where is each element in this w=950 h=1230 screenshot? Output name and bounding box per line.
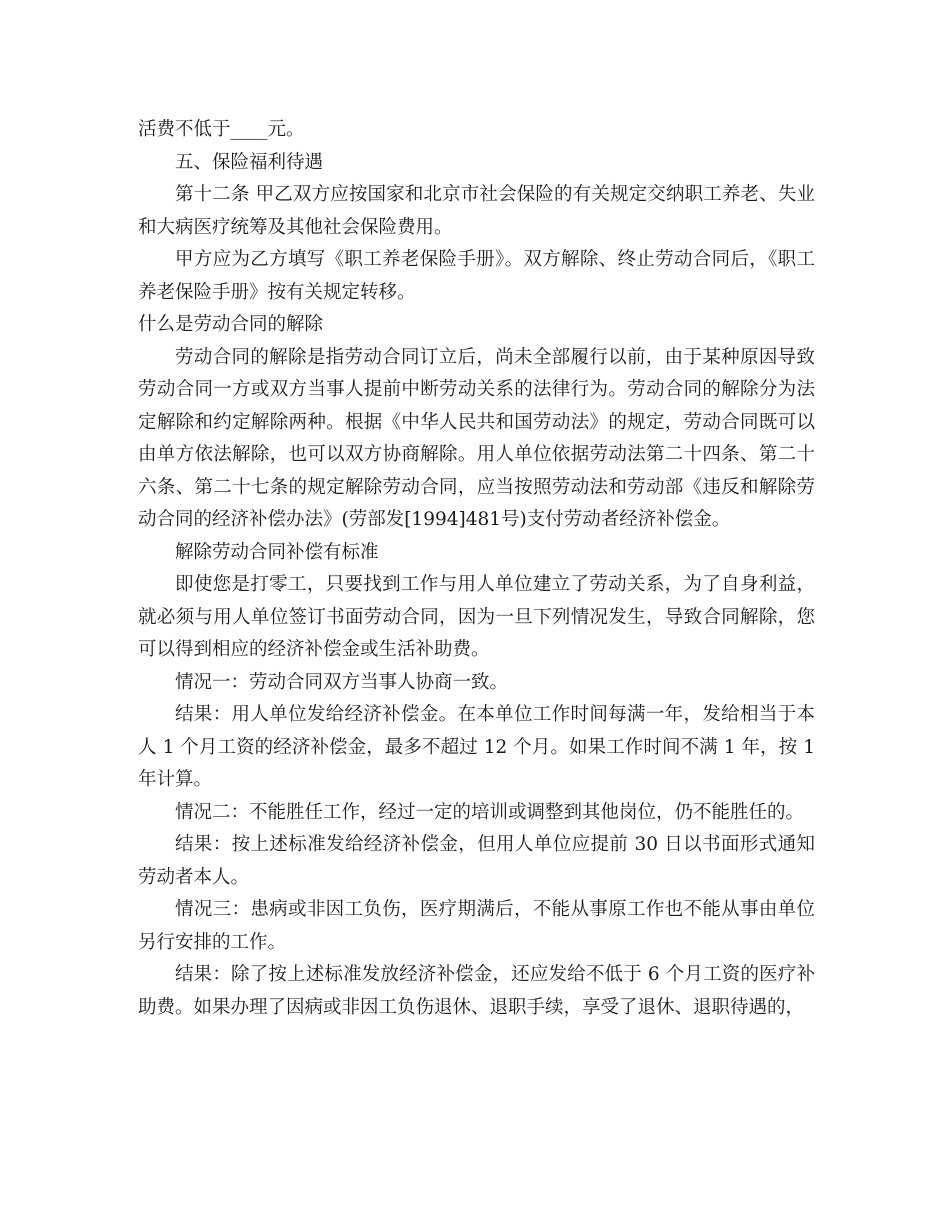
paragraph-case-three: 情况三：患病或非因工负伤，医疗期满后，不能从事原工作也不能从事由单位另行安排的工作。 [138, 899, 815, 953]
paragraph-pension-handbook: 甲方应为乙方填写《职工养老保险手册》。双方解除、终止劳动合同后，《职工养老保险手册》按有关规定转移。 [138, 249, 815, 303]
heading-compensation-standard: 解除劳动合同补偿有标准 [175, 541, 379, 563]
document-body [138, 114, 815, 1024]
paragraph-case-two: 情况二：不能胜任工作，经过一定的培训或调整到其他岗位，仍不能胜任的。 [175, 801, 805, 823]
paragraph-termination-definition: 劳动合同的解除是指劳动合同订立后，尚未全部履行以前，由于某种原因导致劳动合同一方或双方当事人提前中断劳动关系的法律行为。劳动合同的解除分为法定解除和约定解除两种。根据《中华人民共和国劳动法》的规定，劳动合同既可以由单方依法解除，也可以双方协商解除。用人单位依据劳动法第二十四条、第二十六条、第二十七条的规定解除劳动合同，应当按照劳动法和劳动部《违反和解除劳动合同的经济补偿办法》(劳部发[1994]481号)支付劳动者经济补偿金。 [138, 346, 815, 530]
paragraph-living-expense: 活费不低于____元。 [138, 119, 305, 140]
paragraph-case-one: 情况一：劳动合同双方当事人协商一致。 [175, 671, 509, 693]
paragraph-written-contract: 即使您是打零工，只要找到工作与用人单位建立了劳动关系，为了自身利益，就必须与用人单位签订书面劳动合同，因为一旦下列情况发生，导致合同解除，您可以得到相应的经济补偿金或生活补助费。 [138, 574, 815, 660]
paragraph-article-12: 第十二条 甲乙双方应按国家和北京市社会保险的有关规定交纳职工养老、失业和大病医疗统筹及其他社会保险费用。 [138, 184, 815, 238]
heading-what-is-termination: 什么是劳动合同的解除 [138, 314, 324, 335]
paragraph-result-one: 结果：用人单位发给经济补偿金。在本单位工作时间每满一年，发给相当于本人 1 个月工资的经济补偿金，最多不超过 12 个月。如果工作时间不满 1 年，按 1 年计算。 [138, 704, 815, 790]
paragraph-result-two: 结果：按上述标准发给经济补偿金，但用人单位应提前 30 日以书面形式通知劳动者本人。 [138, 834, 815, 888]
paragraph-result-three: 结果：除了按上述标准发放经济补偿金，还应发给不低于 6 个月工资的医疗补助费。如果办理了因病或非因工负伤退休、退职手续，享受了退休、退职待遇的， [138, 964, 815, 1018]
section-heading-insurance-benefits: 五、保险福利待遇 [175, 151, 324, 173]
